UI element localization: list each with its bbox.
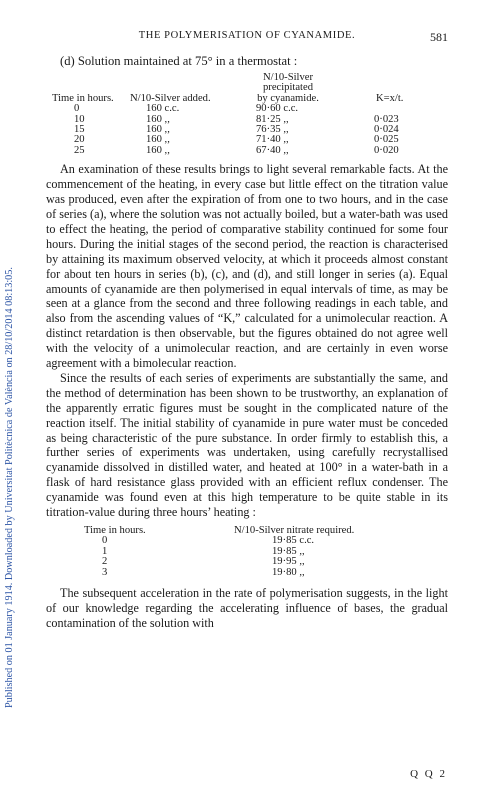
cell-time: 10 bbox=[74, 113, 85, 125]
cell-k: 0·020 bbox=[374, 144, 399, 156]
cell-precipitated: 67·40 ,, bbox=[256, 144, 289, 156]
table-row bbox=[84, 547, 414, 557]
cell-added: 160 ,, bbox=[146, 134, 170, 146]
results-table bbox=[52, 73, 444, 156]
paper-page bbox=[46, 30, 448, 631]
running-title: THE POLYMERISATION OF CYANAMIDE. bbox=[138, 30, 356, 41]
cell-k: 0·025 bbox=[374, 134, 399, 146]
cell-precipitated: 76·35 ,, bbox=[256, 124, 289, 136]
cell-nitrate: 19·95 ,, bbox=[272, 556, 305, 568]
section-heading bbox=[60, 54, 448, 69]
cell-time: 15 bbox=[74, 124, 85, 136]
section-title: Solution maintained at 75° in a thermostat : bbox=[77, 54, 298, 68]
cell-precipitated: 81·25 ,, bbox=[256, 113, 289, 125]
col-header-precipitated-line1: N/10-Silver bbox=[262, 72, 314, 83]
col-header-precipitated-line3: by cyanamide. bbox=[257, 92, 319, 104]
download-sidebar bbox=[2, 28, 18, 708]
table-row bbox=[84, 536, 414, 546]
cell-k: 0·023 bbox=[374, 113, 399, 125]
download-notice: Published on 01 January 1914. Downloaded by Universitat Politècnica de València on 28/10/2014 08:13:05. bbox=[4, 267, 15, 708]
cell-time: 2 bbox=[102, 556, 108, 568]
cell-added: 160 ,, bbox=[146, 113, 170, 125]
cell-k: 0·024 bbox=[374, 124, 399, 136]
col-header-silver-added: N/10-Silver added. bbox=[130, 92, 211, 104]
col-header-time: Time in hours. bbox=[84, 525, 146, 536]
cell-added: 160 ,, bbox=[146, 124, 170, 136]
body-paragraph-2: Since the results of each series of experiments are substantially the same, and the method of determination has been shown to be trustworthy, an explanation of the apparently erratic figures must be sought in the complicated nature of the reaction itself. The initial stability of cyanamide in pure water must be conceded as being characteristic of the pure substance. In order firmly to establish this, a further series of experiments was undertaken, using carefully recrystallised cyanamide dissolved in distilled water, and heated at 100° in a water-bath in a flask of hard resistance glass provided with an efficient reflux condenser. The cyanamide was found even at this high temperature to be quite stable in its titration-value during three hours’ heating : bbox=[46, 370, 448, 520]
cell-added: 160 c.c. bbox=[146, 103, 180, 115]
cell-added: 160 ,, bbox=[146, 144, 170, 156]
stability-table bbox=[84, 526, 414, 578]
table-row bbox=[52, 146, 444, 156]
section-label: (d) bbox=[60, 54, 75, 68]
cell-nitrate: 19·80 ,, bbox=[272, 566, 305, 578]
cell-precipitated: 71·40 ,, bbox=[256, 134, 289, 146]
col-header-nitrate: N/10-Silver nitrate required. bbox=[234, 525, 355, 536]
cell-time: 0 bbox=[74, 103, 80, 115]
cell-time: 3 bbox=[102, 566, 108, 578]
body-paragraph-3: The subsequent acceleration in the rate of polymerisation suggests, in the light of our knowledge regarding the accelerating influence of bases, the gradual contamination of the solution with bbox=[46, 586, 448, 630]
signature-mark: Q Q 2 bbox=[410, 768, 447, 780]
table-row bbox=[84, 568, 414, 578]
body-paragraph-1: An examination of these results brings to light several remarkable facts. At the commencement of the heating, in every case but little effect on the titration value was produced, even after the expiration of from one to two hours, and in the case of series (a), where the solution was not actually boiled, but a water-bath was used to effect the heating, the period of comparative stability continued for some four hours. During the initial stages of the second period, the reaction is characterised by attaining its maximum observed velocity, at which it proceeds almost constant for about ten hours in series (b), (c), and (d), and still longer in series (a). Equal amounts of cyanamide are then polymerised in equal intervals of time, as may be seen at a glance from the second and three following readings in each table, and also from the ascending values of “K,” calculated for a unimolecular reaction. A distinct retardation is then observable, but the figures obtained do not agree well with the velocity of a unimolecular reaction, and are certainly in even worse agreement with a bimolecular reaction. bbox=[46, 162, 448, 371]
cell-nitrate: 19·85 c.c. bbox=[272, 535, 315, 547]
cell-time: 1 bbox=[102, 545, 108, 557]
running-header bbox=[46, 30, 448, 48]
table-row bbox=[84, 557, 414, 567]
col-header-precipitated bbox=[234, 73, 342, 104]
cell-nitrate: 19·85 ,, bbox=[272, 545, 305, 557]
cell-time: 20 bbox=[74, 134, 85, 146]
col-header-k: K=x/t. bbox=[376, 92, 404, 104]
cell-time: 0 bbox=[102, 535, 108, 547]
col-header-precipitated-line2: precipitated bbox=[263, 82, 313, 94]
col-header-time: Time in hours. bbox=[52, 92, 114, 104]
cell-time: 25 bbox=[74, 144, 85, 156]
page-number: 581 bbox=[430, 30, 448, 44]
cell-precipitated: 90·60 c.c. bbox=[256, 103, 299, 115]
